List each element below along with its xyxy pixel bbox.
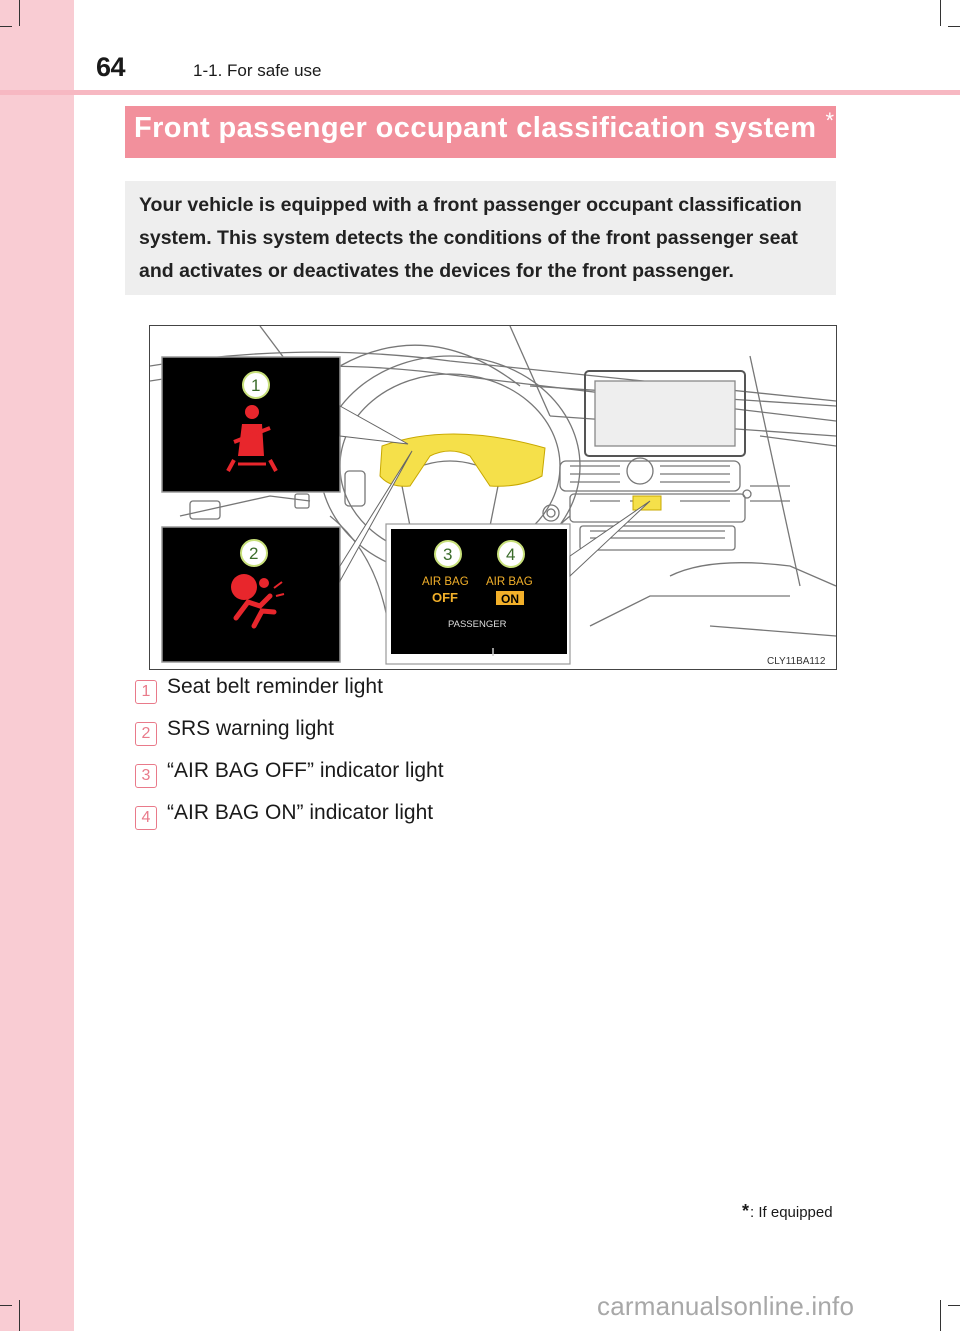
- legend-label: “AIR BAG OFF” indicator light: [167, 759, 444, 782]
- crop-mark: [940, 1300, 941, 1331]
- crop-mark: [948, 1305, 960, 1306]
- legend-label: “AIR BAG ON” indicator light: [167, 801, 434, 824]
- watermark: carmanualsonline.info: [597, 1291, 855, 1321]
- crop-mark: [940, 0, 941, 26]
- legend-item-2: [135, 717, 635, 747]
- page-side-band: [0, 0, 74, 1331]
- footnote-marker: *: [742, 1201, 750, 1221]
- legend-number-badge: 2: [135, 722, 157, 746]
- airbag-on-status: ON: [501, 592, 519, 606]
- section-label: 1-1. For safe use: [193, 61, 322, 80]
- footnote-text: : If equipped: [750, 1204, 833, 1221]
- dashboard-figure: [149, 325, 837, 670]
- footnote: [742, 1201, 833, 1222]
- legend-number-badge: 4: [135, 806, 157, 830]
- legend-item-4: [135, 801, 635, 831]
- crop-mark: [0, 1305, 12, 1306]
- legend-label: SRS warning light: [167, 717, 334, 740]
- figure-code: CLY11BA112: [767, 656, 826, 667]
- crop-mark: [19, 0, 20, 26]
- callout-2: 2: [249, 544, 259, 563]
- if-equipped-marker: *: [825, 108, 834, 133]
- callout-1: 1: [251, 376, 261, 395]
- legend-item-3: [135, 759, 635, 789]
- airbag-display-panel: [391, 529, 567, 654]
- section-title-bar: [125, 106, 836, 158]
- passenger-label: PASSENGER: [448, 619, 507, 630]
- legend-number-badge: 3: [135, 764, 157, 788]
- airbag-on-label: AIR BAG: [486, 576, 533, 588]
- airbag-off-status: OFF: [432, 590, 458, 605]
- callout-3: 3: [443, 545, 453, 564]
- airbag-off-label: AIR BAG: [422, 576, 469, 588]
- legend-number-badge: 1: [135, 680, 157, 704]
- legend-label: Seat belt reminder light: [167, 675, 383, 698]
- page-number: 64: [96, 52, 126, 82]
- legend-item-1: [135, 675, 635, 705]
- crop-mark: [948, 26, 960, 27]
- crop-mark: [0, 26, 12, 27]
- intro-box: [125, 181, 836, 295]
- section-title: Front passenger occupant classification system: [134, 112, 817, 144]
- intro-text: Your vehicle is equipped with a front passenger occupant classification system. This system detects the conditions of the front passenger seat and activates or deactivates the devices for the front passenger.: [139, 194, 802, 282]
- header-rule: [0, 90, 960, 95]
- callout-4: 4: [506, 545, 516, 564]
- crop-mark: [19, 1300, 20, 1331]
